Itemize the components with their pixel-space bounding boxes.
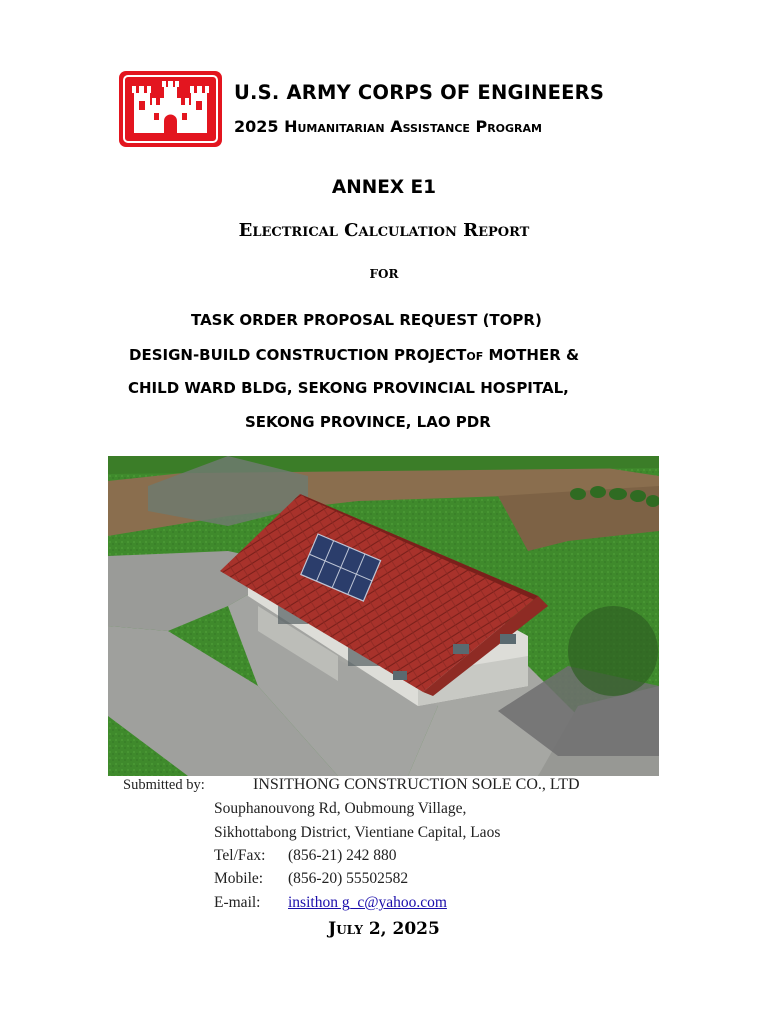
email-link[interactable]: insithon g_c@yahoo.com	[288, 894, 447, 911]
project-line-2b: of	[466, 346, 484, 364]
mobile-label: Mobile:	[214, 870, 264, 887]
mobile-row	[214, 870, 408, 888]
tel-fax-label: Tel/Fax:	[214, 847, 266, 864]
castle-icon	[119, 71, 222, 147]
report-title: Electrical Calculation Report	[238, 220, 530, 241]
building-render-image	[108, 456, 659, 776]
address-line-2: Sikhottabong District, Vientiane Capital, Laos	[214, 824, 501, 841]
project-line-1: TASK ORDER PROPOSAL REQUEST (TOPR)	[191, 311, 542, 329]
email-label: E-mail:	[214, 894, 261, 911]
address-line-1: Souphanouvong Rd, Oubmoung Village,	[214, 800, 467, 817]
project-line-2	[129, 346, 579, 364]
mobile-value: (856-20) 55502582	[288, 870, 409, 887]
report-date: July 2, 2025	[328, 919, 440, 939]
project-line-4: SEKONG PROVINCE, LAO PDR	[245, 413, 491, 431]
email-row	[214, 894, 447, 912]
tel-fax-value: (856-21) 242 880	[288, 847, 397, 864]
annex-title: ANNEX E1	[331, 177, 437, 198]
program-name: 2025 Humanitarian Assistance Program	[234, 117, 542, 136]
project-line-2a: DESIGN-BUILD CONSTRUCTION PROJECT	[129, 346, 467, 364]
company-name: INSITHONG CONSTRUCTION SOLE CO., LTD	[253, 776, 580, 793]
tel-fax-row	[214, 847, 397, 865]
for-label: for	[369, 263, 399, 283]
project-line-2c: MOTHER &	[483, 346, 580, 364]
org-name: U.S. ARMY CORPS OF ENGINEERS	[234, 81, 605, 104]
usace-logo	[119, 71, 222, 147]
project-line-3: CHILD WARD BLDG, SEKONG PROVINCIAL HOSPITAL,	[128, 379, 569, 397]
submitted-by-label: Submitted by:	[123, 777, 205, 793]
